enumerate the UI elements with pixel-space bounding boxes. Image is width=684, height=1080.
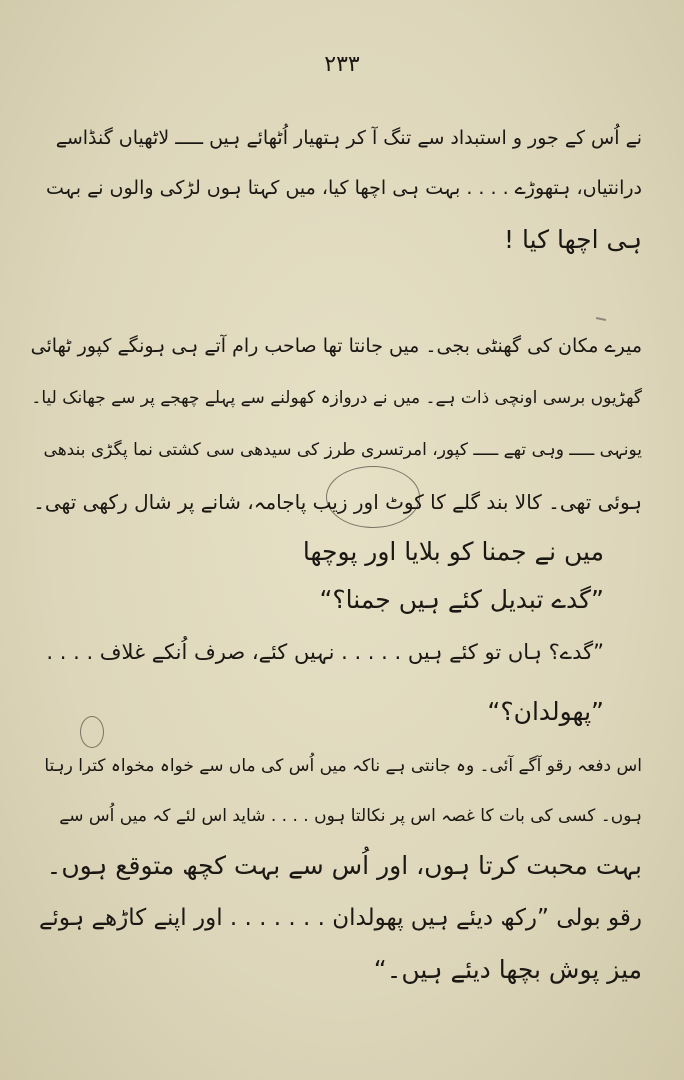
text-line-3: ہی اچھا کیا ! [504, 225, 642, 254]
text-line-8: میں نے جمنا کو بلایا اور پوچھا [302, 537, 604, 566]
page-number: ۲۳۳ [324, 52, 360, 77]
text-line-14: بہت محبت کرتا ہوں، اور اُس سے بہت کچھ متوقع ہوں۔ [46, 851, 642, 880]
text-line-12: اس دفعہ رقو آگے آئی۔ وہ جانتی ہے ناکہ میں اُس کی ماں سے خواہ مخواہ کترا رہتا [44, 756, 642, 776]
text-line-13: ہوں۔ کسی کی بات کا غصہ اس پر نکالتا ہوں . . . . شاید اس لئے کہ میں اُس سے [59, 806, 642, 826]
text-line-7: ہوئی تھی۔ کالا بند گلے کا کوٹ اور زیب پاجامہ، شانے پر شال رکھی تھی۔ [33, 490, 642, 514]
text-line-15: رقو بولی ”رکھ دیئے ہیں پھولدان . . . . . . . اور اپنے کاڑھے ہوئے [38, 905, 642, 931]
text-line-6: یونہی ـــــ وہی تھے ـــــ کپور، امرتسری طرز کی سیدھی سی کشتی نما پگڑی بندھی [43, 440, 642, 460]
text-line-1: نے اُس کے جور و استبداد سے تنگ آ کر ہتھیار اُٹھائے ہیں ـــــ لاٹھیاں گنڈاسے [55, 127, 642, 149]
text-line-2: درانتیاں، ہتھوڑے . . . . بہت ہی اچھا کیا، میں کہتا ہوں لڑکی والوں نے بہت [45, 177, 642, 199]
text-line-4: میرے مکان کی گھنٹی بجی۔ میں جانتا تھا صاحب رام آتے ہی ہونگے کپور ٹھائی [30, 335, 642, 357]
text-line-5: گھڑیوں برسی اونچی ذات ہے۔ میں نے دروازہ کھولنے سے پہلے چھجے پر سے جھانک لیا۔ [31, 388, 642, 408]
text-line-9: ”گدے تبدیل کئے ہیں جمنا؟“ [319, 585, 604, 614]
text-line-16: میز پوش بچھا دیئے ہیں۔“ [373, 955, 642, 984]
circled-letter-mark [80, 716, 104, 748]
text-line-10: ”گدے؟ ہاں تو کئے ہیں . . . . . نہیں کئے، صرف اُنکے غلاف . . . . [46, 640, 604, 664]
text-line-11: ”پھولدان؟“ [487, 697, 604, 726]
pencil-mark [596, 317, 606, 321]
